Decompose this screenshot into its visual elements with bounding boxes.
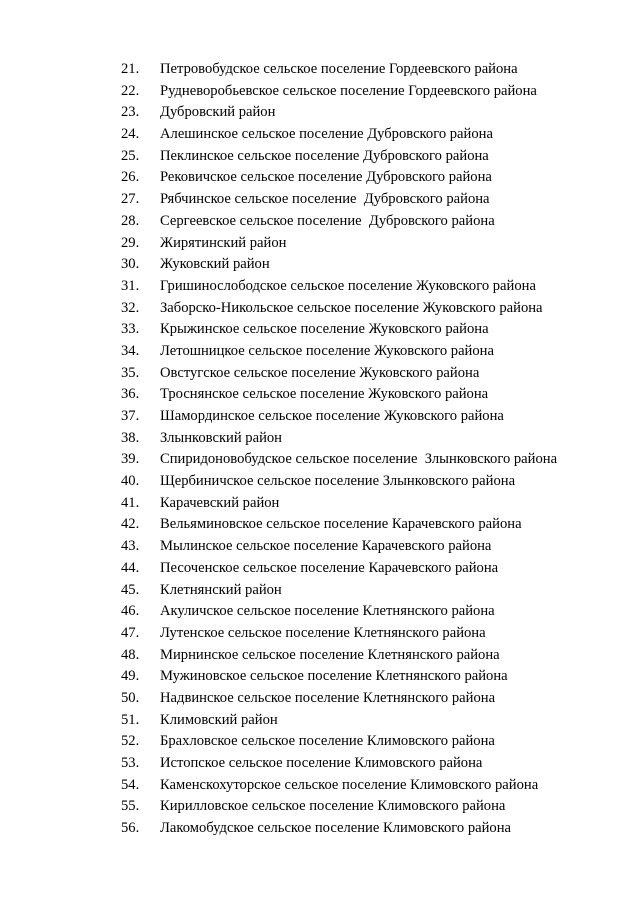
- list-item-number: 26.: [121, 169, 140, 186]
- list-item: [0, 146, 640, 168]
- list-item-text: Щербиничское сельское поселение Злынковского района: [160, 473, 516, 490]
- list-item-number: 39.: [121, 451, 140, 468]
- list-item-text: Лутенское сельское поселение Клетнянского района: [160, 624, 486, 641]
- list-item-text: Жуковский район: [160, 256, 270, 273]
- list-item: [0, 233, 640, 255]
- list-item: [0, 558, 640, 580]
- list-item-text: Гришинослободское сельское поселение Жуковского района: [160, 277, 536, 294]
- list-item: [0, 818, 640, 840]
- list-item-number: 24.: [121, 126, 140, 143]
- list-item: [0, 449, 640, 471]
- list-item-number: 52.: [121, 733, 140, 750]
- list-item-number: 37.: [121, 408, 140, 424]
- list-item-text: Климовский район: [160, 711, 278, 728]
- list-item-number: 47.: [121, 624, 140, 641]
- list-item-number: 27.: [121, 191, 140, 208]
- list-item: [0, 623, 640, 645]
- settlement-list: [0, 59, 640, 840]
- list-item: [0, 189, 640, 211]
- list-item: [0, 384, 640, 406]
- list-item-number: 31.: [121, 277, 140, 294]
- list-item-number: 44.: [121, 559, 140, 576]
- list-item-text: Овстугское сельское поселение Жуковского района: [160, 364, 480, 381]
- list-item-number: 29.: [121, 234, 140, 251]
- list-item-text: Акуличское сельское поселение Клетнянского района: [160, 603, 495, 620]
- list-item-text: Рудневоробьевское сельское поселение Гордеевского района: [160, 82, 537, 99]
- list-item-number: 22.: [121, 82, 140, 99]
- list-item: [0, 81, 640, 103]
- list-item-text: Кирилловское сельское поселение Климовского района: [160, 798, 506, 815]
- list-item: [0, 124, 640, 146]
- list-item: [0, 254, 640, 276]
- list-item-text: Злынковский район: [160, 429, 282, 446]
- list-item-number: 56.: [121, 820, 140, 837]
- list-item: [0, 688, 640, 710]
- list-item-text: Крыжинское сельское поселение Жуковского района: [160, 321, 489, 338]
- list-item-number: 42.: [121, 516, 140, 533]
- list-item-number: 54.: [121, 776, 140, 793]
- list-item-text: Петровобудское сельское поселение Гордеевского района: [160, 61, 518, 77]
- list-item-number: 23.: [121, 104, 140, 121]
- list-item-text: Пеклинское сельское поселение Дубровского района: [160, 147, 489, 164]
- list-item: [0, 341, 640, 363]
- list-item: [0, 775, 640, 797]
- list-item-number: 45.: [121, 581, 140, 598]
- list-item-text: Алешинское сельское поселение Дубровского района: [160, 126, 493, 143]
- list-item-text: Лакомобудское сельское поселение Климовского района: [160, 820, 512, 837]
- list-item-number: 21.: [121, 61, 140, 77]
- list-item-number: 36.: [121, 386, 140, 403]
- list-item-number: 28.: [121, 212, 140, 229]
- list-item-number: 46.: [121, 603, 140, 620]
- list-item-text: Истопское сельское поселение Климовского района: [160, 755, 483, 771]
- list-item: [0, 59, 640, 81]
- list-item-text: Рековичское сельское поселение Дубровского района: [160, 169, 492, 186]
- list-item-number: 49.: [121, 668, 140, 685]
- list-item-text: Спиридоновобудское сельское поселение Злынковского района: [160, 451, 558, 468]
- list-item: [0, 796, 640, 818]
- list-item-text: Сергеевское сельское поселение Дубровского района: [160, 212, 495, 229]
- list-item: [0, 601, 640, 623]
- list-item-number: 41.: [121, 494, 140, 511]
- list-item-text: Мылинское сельское поселение Карачевского района: [160, 538, 492, 555]
- list-item-number: 40.: [121, 473, 140, 490]
- list-item-text: Брахловское сельское поселение Климовского района: [160, 733, 495, 750]
- list-item: [0, 102, 640, 124]
- list-item: [0, 666, 640, 688]
- list-item: [0, 276, 640, 298]
- list-item: [0, 710, 640, 732]
- list-item: [0, 753, 640, 775]
- list-item: [0, 428, 640, 450]
- list-item-text: Заборско-Никольское сельское поселение Жуковского района: [160, 299, 543, 316]
- list-item-text: Песоченское сельское поселение Карачевского района: [160, 559, 499, 576]
- list-item-number: 35.: [121, 364, 140, 381]
- list-item: [0, 536, 640, 558]
- list-item-text: Жирятинский район: [160, 234, 287, 251]
- list-item-number: 33.: [121, 321, 140, 338]
- list-item-number: 50.: [121, 689, 140, 706]
- list-item-number: 51.: [121, 711, 140, 728]
- list-item-text: Надвинское сельское поселение Клетнянского района: [160, 689, 496, 706]
- list-item-number: 48.: [121, 646, 140, 663]
- list-item-text: Каменскохуторское сельское поселение Климовского района: [160, 776, 539, 793]
- list-item-number: 25.: [121, 147, 140, 164]
- list-item: [0, 580, 640, 602]
- list-item-text: Шамординское сельское поселение Жуковского района: [160, 408, 504, 424]
- list-item: [0, 167, 640, 189]
- list-item-text: Рябчинское сельское поселение Дубровского района: [160, 191, 490, 208]
- list-item: [0, 514, 640, 536]
- list-item-text: Вельяминовское сельское поселение Карачевского района: [160, 516, 522, 533]
- list-item: [0, 319, 640, 341]
- list-item-number: 55.: [121, 798, 140, 815]
- list-item-text: Мирнинское сельское поселение Клетнянского района: [160, 646, 500, 663]
- list-item-number: 38.: [121, 429, 140, 446]
- list-item: [0, 211, 640, 233]
- list-item: [0, 363, 640, 385]
- list-item-text: Летошницкое сельское поселение Жуковского района: [160, 342, 494, 359]
- list-item-number: 30.: [121, 256, 140, 273]
- list-item-text: Троснянское сельское поселение Жуковского района: [160, 386, 489, 403]
- list-item-text: Мужиновское сельское поселение Клетнянского района: [160, 668, 508, 685]
- list-item: [0, 298, 640, 320]
- list-item: [0, 493, 640, 515]
- list-item-number: 34.: [121, 342, 140, 359]
- list-item: [0, 406, 640, 428]
- list-item-number: 32.: [121, 299, 140, 316]
- list-item-text: Карачевский район: [160, 494, 280, 511]
- list-item: [0, 731, 640, 753]
- list-item: [0, 645, 640, 667]
- list-item-text: Клетнянский район: [160, 581, 282, 598]
- list-item-text: Дубровский район: [160, 104, 276, 121]
- list-item: [0, 471, 640, 493]
- list-item-number: 43.: [121, 538, 140, 555]
- list-item-number: 53.: [121, 755, 140, 771]
